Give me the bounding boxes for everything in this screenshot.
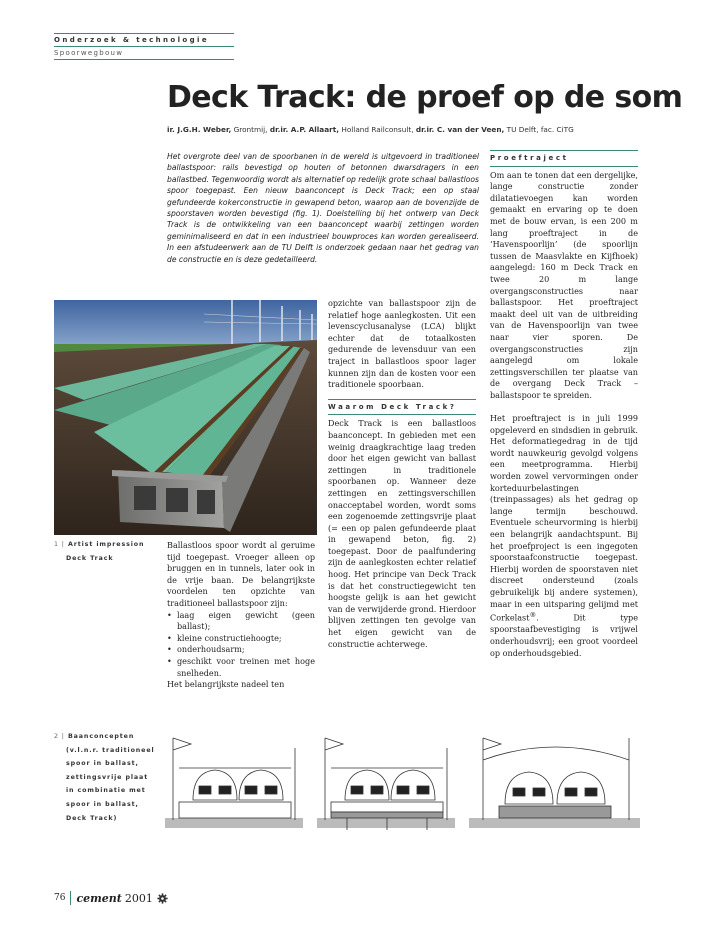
article-title: Deck Track: de proef op de som [167, 80, 683, 115]
author-org: Grontmij, [233, 125, 268, 134]
column-right [490, 150, 638, 659]
paragraph: Ballastloos spoor wordt al geruime tijd toegepast. Vroeger alleen op bruggen en in tunnels, later ook in de vrije baan. De belangrijkste voordelen ten opzichte van traditioneel ballastspoor zijn: [167, 540, 315, 608]
subhead-proeftraject: Proeftraject [490, 150, 638, 167]
author-line [167, 125, 687, 134]
list-item: • geschikt voor treinen met hoge snelheden. [167, 656, 315, 679]
paragraph [490, 413, 638, 659]
footer-divider [70, 891, 71, 905]
author-name: dr.ir. A.P. Allaart, [269, 125, 339, 134]
cross-sections-drawing [165, 730, 640, 830]
registered-mark: ® [529, 611, 537, 620]
author-name: ir. J.G.H. Weber, [167, 125, 232, 134]
paragraph-text: Het proeftraject is in juli 1999 opgeleverd en sindsdien in gebruik. Het deformatiegedrag in de tijd wordt nauwkeurig gevolgd volgens een meetprogramma. Hierbij worden zowel vervormingen onder korteduurbelastingen (treinpassages) als het gedrag op lange termijn beschouwd. Eventuele scheurvorming is hierbij een belangrijk aandachtspunt. Bij het proefproject is een ingegoten spoorstaafconstructie toegepast. Hierbij worden de spoorstaven niet discreet ondersteund (zoals gebruikelijk bij andere systemen), maar in een uitsparing gelijmd met Corkelast [490, 413, 638, 623]
magazine-year: 2001 [124, 891, 153, 905]
caption-number: 2 | [54, 733, 65, 740]
intro-paragraph: Het overgrote deel van de spoorbanen in de wereld is uitgevoerd in traditioneel ballastspoor: rails bevestigd op houten of betonnen dwarsdragers in een ballastbed. Tegenwoordig wordt als alternatief op redelijk grote schaal ballastloos spoor toegepast. Een nieuw baanconcept is Deck Track; een op staal gefundeerde kokerconstructie in gewapend beton, waarop aan de bovenzijde de spoorstaven worden bevestigd (fig. 1). Doelstelling bij het ontwerp van Deck Track is de ontwikkeling van een baanconcept waarbij zettingen worden geminimaliseerd en dat in een industrieel bouwproces kan worden gerealiseerd. In een afstudeerwerk aan de TU Delft is onderzoek gedaan naar het gedrag van de constructie en is deze gedetailleerd. [167, 152, 479, 264]
figure-track-concepts [165, 730, 640, 830]
paragraph: Deck Track is een ballastloos baanconcept. In gebieden met een weinig draagkrachtige laag treden door het eigen gewicht van ballast zettingen in traditionele spoorbanen op. Wanneer deze zettingen en zettingsverschillen onacceptabel worden, wordt soms een zogenoemde zettingsvrije plaat (= een op palen gefundeerde plaat in gewapend beton, fig. 2) toegepast. Door de paalfundering zijn de aanlegkosten echter relatief hoog. Het principe van Deck Track is dat het constructiegewicht ten hoogste gelijk is aan het gewicht van de verwijderde grond. Hierdoor blijven zettingen ten gevolge van het eigen gewicht van de constructie achterwege. [328, 418, 476, 649]
column-middle [328, 298, 476, 650]
section-ballast [165, 738, 303, 828]
page-footer [54, 891, 168, 905]
list-item: • kleine constructiehoogte; [167, 633, 315, 645]
gear-logo-icon [157, 893, 168, 904]
figure-2-caption [54, 730, 159, 825]
paragraph: opzichte van ballastspoor zijn de relatief hoge aanlegkosten. Uit een levenscyclusanalyse (LCA) blijkt echter dat de totaalkosten gedurende de levensduur van een traject in ballastloos spoor lager kunnen zijn dan de kosten voor een traditionele spoorbaan. [328, 298, 476, 390]
caption-text: Baanconcepten (v.l.n.r. traditioneel spoor in ballast, zettingsvrije plaat in combinatie met spoor in ballast, Deck Track) [66, 733, 155, 822]
paragraph: Het belangrijkste nadeel ten [167, 679, 285, 690]
figure-1-caption [54, 538, 154, 565]
paragraph-text-end: . Dit type spoorstaafbevestiging is vrijwel onderhoudsvrij; een groot voordeel op onderhoudsgebied. [490, 612, 638, 658]
magazine-name: cement [76, 891, 122, 905]
subhead-waarom: Waarom Deck Track? [328, 399, 476, 416]
section-deck-track [469, 738, 640, 828]
author-org: Holland Railconsult, [341, 125, 414, 134]
subsection-header: Spoorwegbouw [54, 46, 234, 60]
author-org: TU Delft, fac. CiTG [506, 125, 574, 134]
section-header: Onderzoek & technologie [54, 33, 234, 44]
caption-text: Artist impression Deck Track [66, 541, 145, 562]
author-name: dr.ir. C. van der Veen, [415, 125, 505, 134]
caption-number: 1 | [54, 541, 65, 548]
page-number: 76 [54, 893, 66, 903]
section-settlement-free-slab [317, 738, 455, 830]
column-left [167, 540, 315, 691]
paragraph: Om aan te tonen dat een dergelijke, lange constructie zonder dilatatievoegen kan worden gemaakt en ervaring op te doen met de bouw ervan, is een 200 m lang proeftraject in de ‘Havenspoorlijn’ (de spoorlijn tussen de Maasvlakte en Kijfhoek) aangelegd: 160 m Deck Track en twee 20 m lange overgangsconstructies naar ballastspoor. Het proeftraject maakt deel uit van de uitbreiding van de Havenspoorlijn van twee naar vier sporen. De overgangsconstructies zijn aangelegd om lokale zettingsverschillen ter plaatse van de overgang Deck Track – ballastspoor te spreiden. [490, 169, 638, 400]
figure-artist-impression [54, 300, 317, 535]
deck-track-illustration [54, 300, 317, 535]
list-item: • onderhoudsarm; [167, 644, 315, 656]
advantages-list [167, 610, 315, 680]
list-item: • laag eigen gewicht (geen ballast); [167, 610, 315, 633]
